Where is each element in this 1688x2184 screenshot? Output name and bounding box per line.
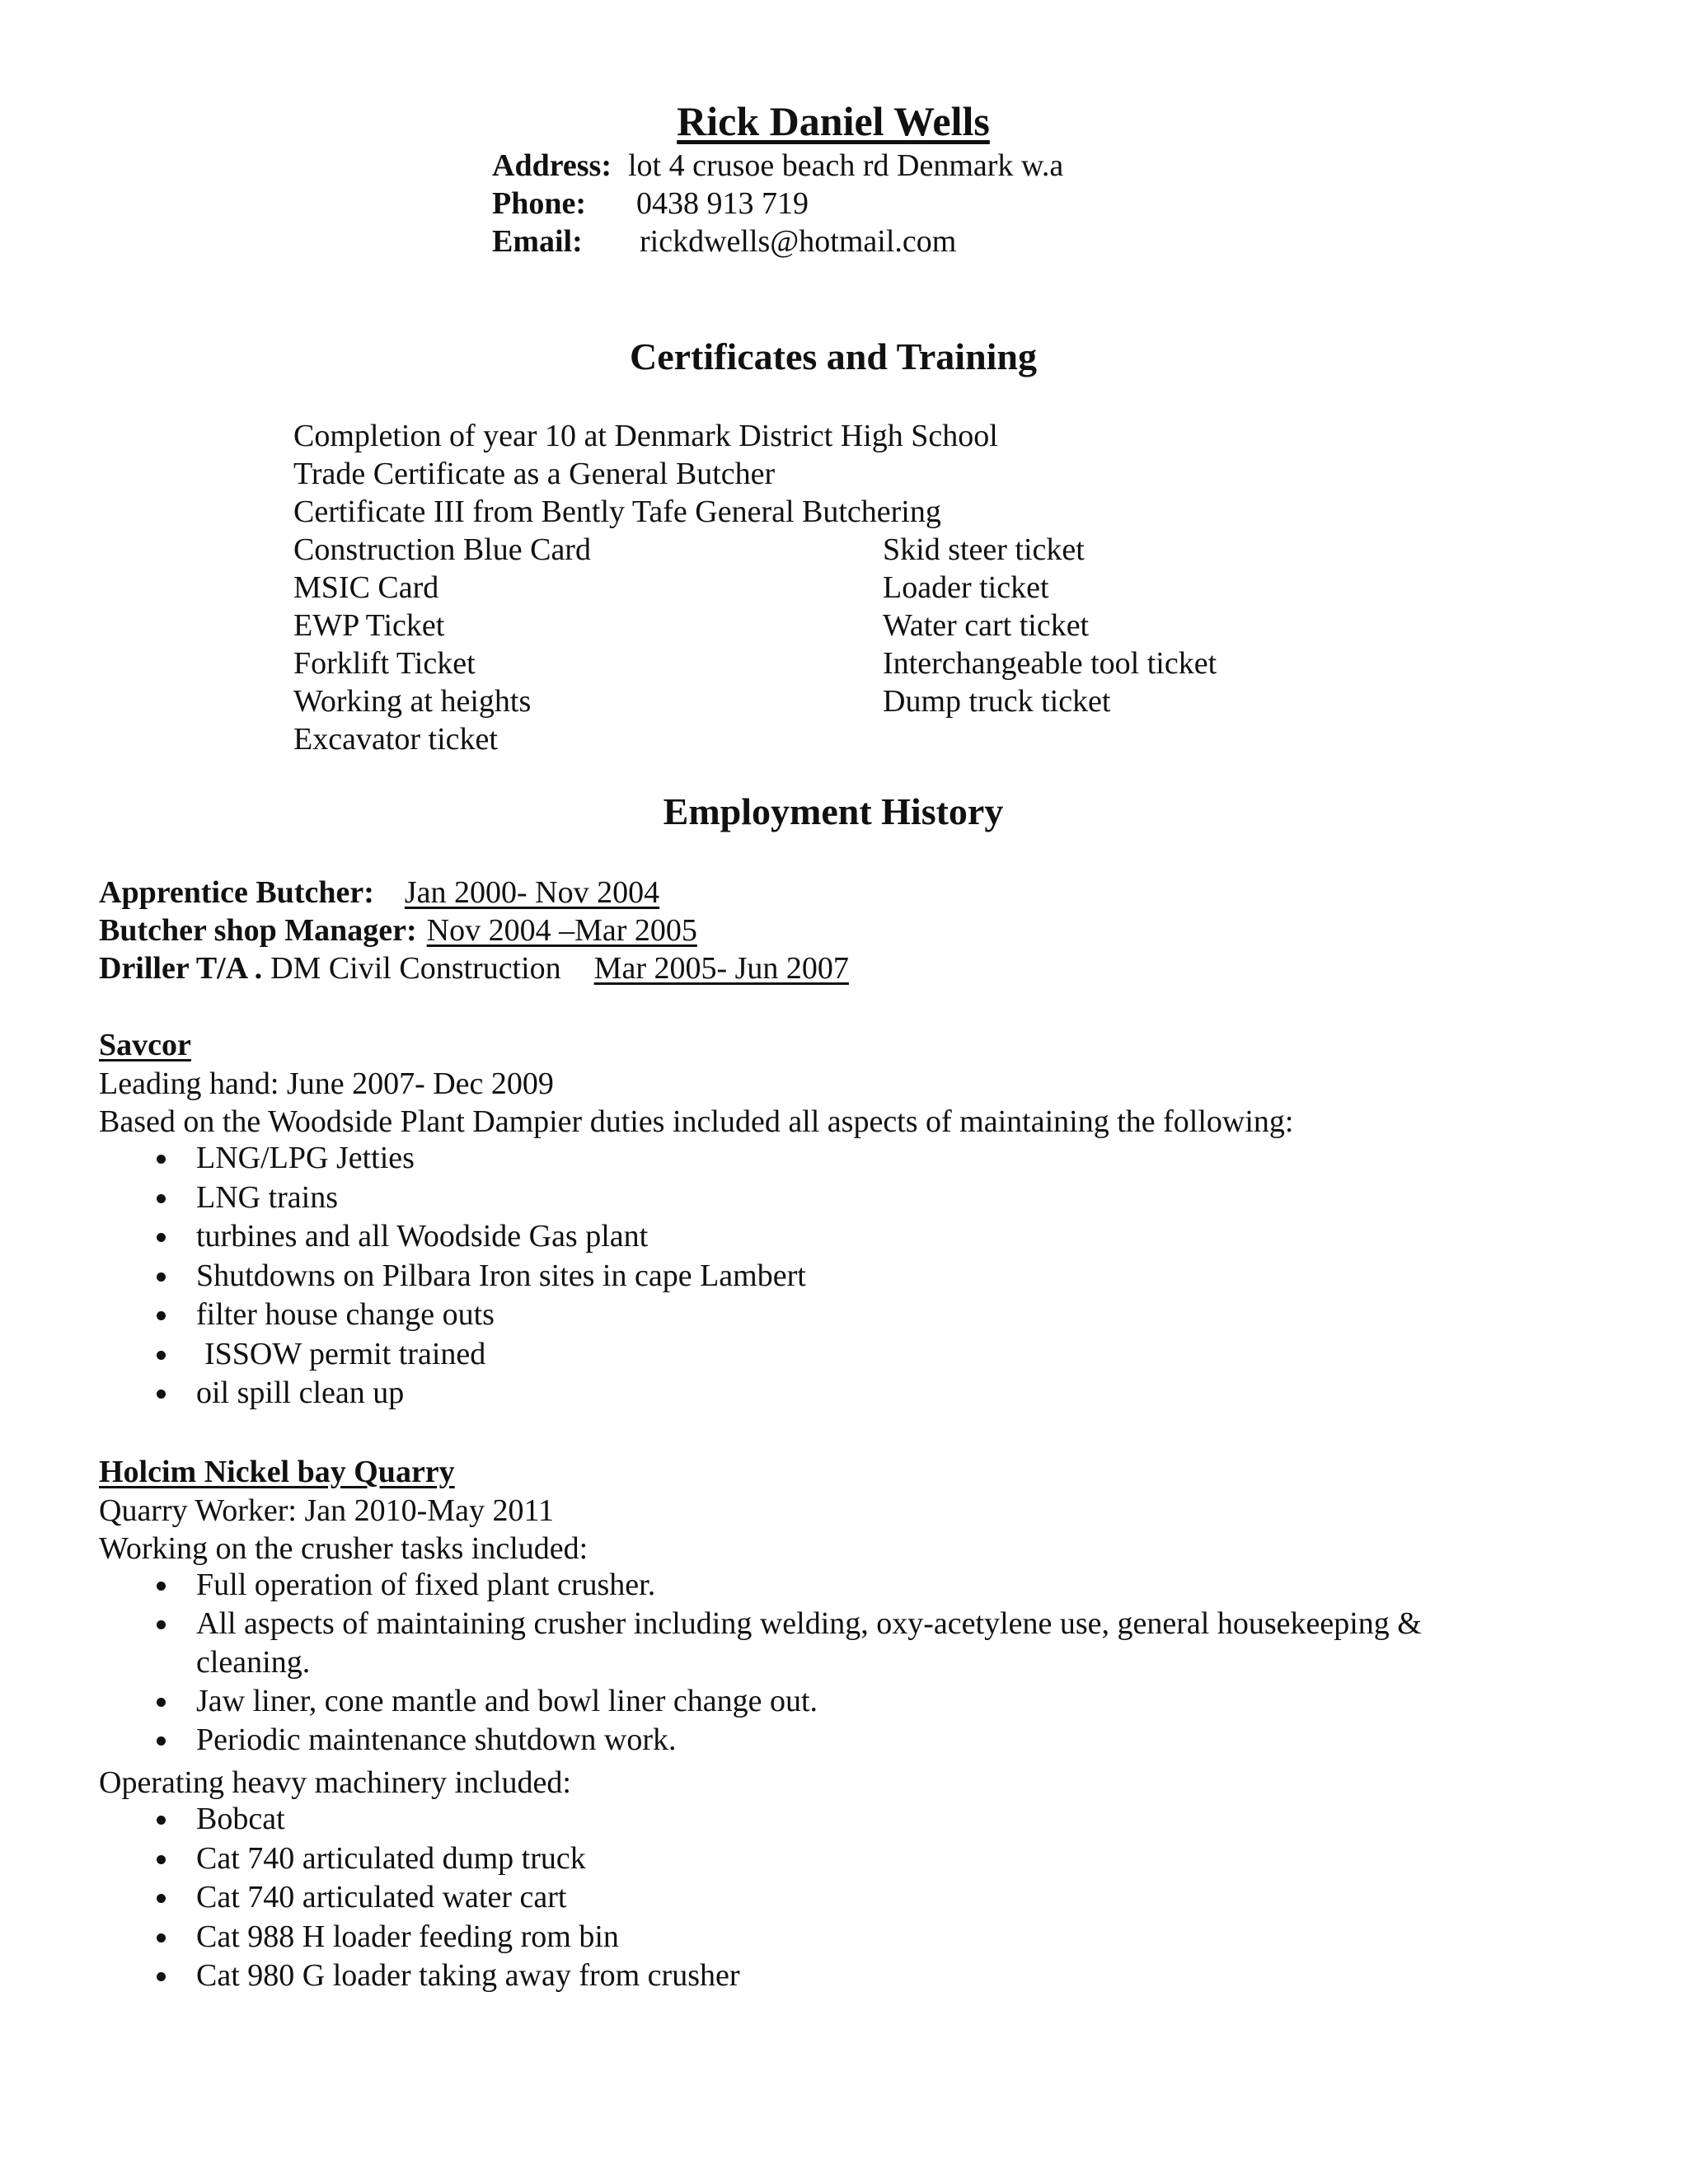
list-item: Bobcat <box>99 1800 1500 1840</box>
list-item: Cat 740 articulated water cart <box>99 1878 1500 1918</box>
role-title: Butcher shop Manager: <box>99 913 417 948</box>
certificate-line: Interchangeable tool ticket <box>883 646 1217 681</box>
bullet-icon <box>157 1972 166 1981</box>
bullet-icon <box>157 1155 166 1164</box>
bullet-icon <box>157 1855 166 1864</box>
list-item: All aspects of maintaining crusher including welding, oxy-acetylene use, general housekeeping & cleaning. <box>99 1605 1508 1682</box>
list-item: turbines and all Woodside Gas plant <box>99 1217 1500 1257</box>
address-row <box>492 147 1063 185</box>
address-label: Address: <box>492 148 612 183</box>
applicant-name: Rick Daniel Wells <box>677 98 990 144</box>
list-item: LNG trains <box>99 1179 1500 1218</box>
bullet-icon <box>157 1390 166 1399</box>
bullet-icon <box>157 1311 166 1320</box>
phone-label: Phone: <box>492 186 586 221</box>
phone-row <box>492 185 809 223</box>
email-row <box>492 223 956 260</box>
certificate-line: Construction Blue Card <box>293 532 591 567</box>
bullet-icon <box>157 1194 166 1203</box>
bullet-icon <box>157 1233 166 1242</box>
bullet-icon <box>157 1698 166 1707</box>
list-item: Periodic maintenance shutdown work. <box>99 1721 1508 1760</box>
certificate-line: Forklift Ticket <box>293 646 476 681</box>
address-value: lot 4 crusoe beach rd Denmark w.a <box>628 148 1064 183</box>
certificate-line: Completion of year 10 at Denmark District High School <box>293 419 998 453</box>
role-dates: Mar 2005- Jun 2007 <box>593 951 849 986</box>
role-title: Driller T/A . <box>99 951 263 986</box>
bullet-icon <box>157 1816 166 1825</box>
early-role-row <box>99 912 697 949</box>
phone-value: 0438 913 719 <box>636 186 809 221</box>
list-item: ISSOW permit trained <box>99 1335 1500 1375</box>
role-dates: Jan 2000- Nov 2004 <box>404 875 660 910</box>
list-item: oil spill clean up <box>99 1374 1500 1413</box>
list-item: filter house change outs <box>99 1296 1500 1335</box>
bullet-icon <box>157 1894 166 1903</box>
employer-name: Savcor <box>99 1028 191 1062</box>
bullet-icon <box>157 1736 166 1746</box>
list-item: Cat 988 H loader feeding rom bin <box>99 1918 1500 1957</box>
certificate-line: Loader ticket <box>883 570 1049 605</box>
certificate-line: Working at heights <box>293 684 532 719</box>
certificate-line: EWP Ticket <box>293 608 445 643</box>
bullet-icon <box>157 1933 166 1943</box>
crusher-tasks-list <box>99 1566 1508 1760</box>
list-item: Full operation of fixed plant crusher. <box>99 1566 1508 1605</box>
position-line: Quarry Worker: Jan 2010-May 2011 <box>99 1493 555 1528</box>
machinery-list <box>99 1800 1500 1996</box>
bullet-icon <box>157 1272 166 1282</box>
position-line: Leading hand: June 2007- Dec 2009 <box>99 1066 554 1101</box>
certificate-line: MSIC Card <box>293 570 439 605</box>
email-value: rickdwells@hotmail.com <box>640 224 957 259</box>
early-role-row <box>99 874 659 912</box>
certificates-heading: Certificates and Training <box>629 335 1038 377</box>
list-item: Shutdowns on Pilbara Iron sites in cape Lambert <box>99 1257 1500 1296</box>
machinery-intro: Operating heavy machinery included: <box>99 1765 571 1800</box>
certificate-line: Certificate III from Bently Tafe General Butchering <box>293 494 941 529</box>
bullet-icon <box>157 1582 166 1591</box>
employer-name: Holcim Nickel bay Quarry <box>99 1455 455 1489</box>
certificate-line: Trade Certificate as a General Butcher <box>293 457 776 491</box>
crusher-intro: Working on the crusher tasks included: <box>99 1531 588 1566</box>
certificate-line: Dump truck ticket <box>883 684 1111 719</box>
certificates-right-list <box>883 531 1460 720</box>
role-title: Apprentice Butcher: <box>99 875 374 910</box>
savcor-duties-list <box>99 1139 1500 1413</box>
role-dates: Nov 2004 –Mar 2005 <box>426 913 697 948</box>
early-role-row <box>99 949 849 987</box>
role-employer: DM Civil Construction <box>270 951 561 986</box>
bullet-icon <box>157 1351 166 1360</box>
list-item: LNG/LPG Jetties <box>99 1139 1500 1179</box>
certificate-line: Skid steer ticket <box>883 532 1085 567</box>
certificate-line: Excavator ticket <box>293 722 498 757</box>
list-item: Cat 980 G loader taking away from crusher <box>99 1957 1500 1996</box>
certificate-line: Water cart ticket <box>883 608 1090 643</box>
email-label: Email: <box>492 224 583 259</box>
bullet-icon <box>157 1620 166 1629</box>
list-item: Cat 740 articulated dump truck <box>99 1840 1500 1879</box>
list-item: Jaw liner, cone mantle and bowl liner change out. <box>99 1682 1508 1721</box>
duties-summary: Based on the Woodside Plant Dampier duties included all aspects of maintaining the following: <box>99 1104 1294 1139</box>
employment-heading: Employment History <box>663 790 1004 832</box>
